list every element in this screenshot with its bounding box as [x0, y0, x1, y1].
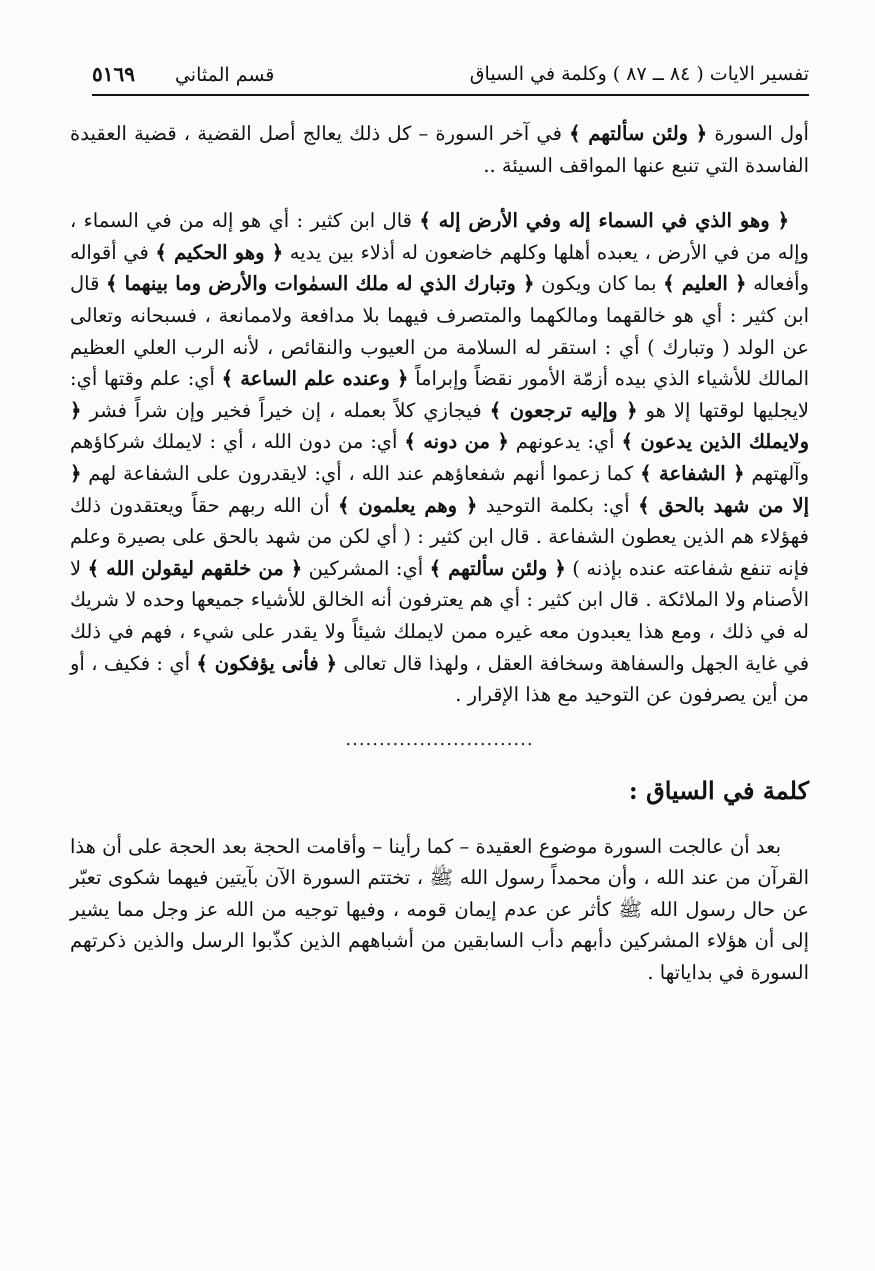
- quran-quote: ﴿ الشفاعة ﴾: [640, 461, 745, 485]
- header-left-group: [92, 62, 274, 86]
- quran-quote: ﴿ وإليه ترجعون ﴾: [489, 398, 638, 422]
- quran-quote: ﴿ إلا من شهد بالحق ﴾: [70, 461, 810, 517]
- running-title: تفسير الايات ( ٨٤ ــ ٨٧ ) وكلمة في السياق: [469, 63, 809, 85]
- page-content: [70, 118, 809, 989]
- paragraph-tafsir: ﴿ وهو الذي في السماء إله وفي الأرض إله ﴾ قال ابن كثير : أي هو إله من في السماء ، وإله من في الأرض ، يعبده أهلها وكلهم خاضعون له أذلاء بين يديه ﴿ وهو الحكيم ﴾ في أقواله وأفعاله ﴿ العليم ﴾ بما كان ويكون ﴿ وتبارك الذي له ملك السمٰوات والأرض وما بينهما ﴾ قال ابن كثير : أي هو خالقهما ومالكهما والمتصرف فيهما بلا مدافعة ولاممانعة ، فسبحانه وتعالى عن الولد ( وتبارك ) أي : استقر له السلامة من العيوب والنقائص ، لأنه الرب العلي العظيم المالك للأشياء الذي بيده أزمّة الأمور نقضاً وإبراماً ﴿ وعنده علم الساعة ﴾ أي: علم وقتها أي: لايجليها لوقتها إلا هو ﴿ وإليه ترجعون ﴾ فيجازي كلاً بعمله ، إن خيراً فخير وإن شراً فشر ﴿ ولايملك الذين يدعون ﴾ أي: يدعونهم ﴿ من دونه ﴾ أي: من دون الله ، أي : لايملك شركاؤهم وآلهتهم ﴿ الشفاعة ﴾ كما زعموا أنهم شفعاؤهم عند الله ، أي: لايقدرون على الشفاعة لهم ﴿ إلا من شهد بالحق ﴾ أي: بكلمة التوحيد ﴿ وهم يعلمون ﴾ أن الله ربهم حقاً ويعتقدون ذلك فهؤلاء هم الذين يعطون الشفاعة . قال ابن كثير : ( أي لكن من شهد بالحق على بصيرة وعلم فإنه تنفع شفاعته عنده بإذنه ) ﴿ ولئن سألتهم ﴾ أي: المشركين ﴿ من خلقهم ليقولن الله ﴾ لا الأصنام ولا الملائكة . قال ابن كثير : أي هم يعترفون أنه الخالق للأشياء جميعها وحده لا شريك له في ذلك ، ومع هذا يعبدون معه غيره ممن لايملك شيئاً ولا يقدر على شيء ، فهم في ذلك في غاية الجهل والسفاهة وسخافة العقل ، ولهذا قال تعالى ﴿ فأنى يؤفكون ﴾ أي : فكيف ، أو من أين يصرفون عن التوحيد مع هذا الإقرار .: [70, 209, 810, 707]
- quran-quote: ﴿ ولئن سألتهم ﴾: [429, 556, 566, 580]
- quran-quote: ﴿ العليم ﴾: [663, 272, 747, 296]
- quran-quote: ﴿ وهم يعلمون ﴾: [338, 493, 478, 517]
- quran-quote: ﴿ وعنده علم الساعة ﴾: [221, 367, 409, 391]
- quran-quote: ﴿ من دونه ﴾: [404, 430, 509, 454]
- paragraph-context: بعد أن عالجت السورة موضوع العقيدة – كما رأينا – وأقامت الحجة بعد الحجة على أن هذا القرآن من عند الله ، وأن محمداً رسول الله ﷺ ، تختتم السورة الآن بآيتين فيهما شكوى تعبّر عن حال رسول الله ﷺ كأثر عن عدم إيمان قومه ، وفيها توجيه من الله عز وجل مما يشير إلى أن هؤلاء المشركين دأبهم دأب السابقين من أشباههم الذين كذّبوا الرسل والذين ذكرتهم السورة في بداياتها .: [70, 834, 809, 985]
- quran-quote: ﴿ وتبارك الذي له ملك السمٰوات والأرض وما بينهما ﴾: [106, 272, 535, 296]
- dotted-separator: ............................: [345, 728, 534, 750]
- quran-quote: ﴿ وهو الذي في السماء إله وفي الأرض إله ﴾: [419, 209, 789, 233]
- page-header: [92, 54, 809, 96]
- quran-quote: ﴿ من خلقهم ليقولن الله ﴾: [87, 556, 303, 580]
- part-label: قسم المثاني: [174, 64, 275, 86]
- section-title: كلمة في السياق :: [628, 775, 809, 805]
- page-number: ٥١٦٩: [92, 62, 135, 86]
- paragraph-intro: أول السورة ﴿ ولئن سألتهم ﴾ في آخر السورة – كل ذلك يعالج أصل القضية ، قضية العقيدة الفاسدة التي تنبع عنها المواقف السيئة ..: [70, 122, 809, 177]
- quran-quote: ﴿ ولئن سألتهم ﴾: [569, 122, 708, 145]
- quran-quote: ﴿ وهو الحكيم ﴾: [155, 240, 284, 264]
- quran-quote: ﴿ ولايملك الذين يدعون ﴾: [70, 398, 809, 454]
- quran-quote: ﴿ فأنى يؤفكون ﴾: [196, 651, 338, 675]
